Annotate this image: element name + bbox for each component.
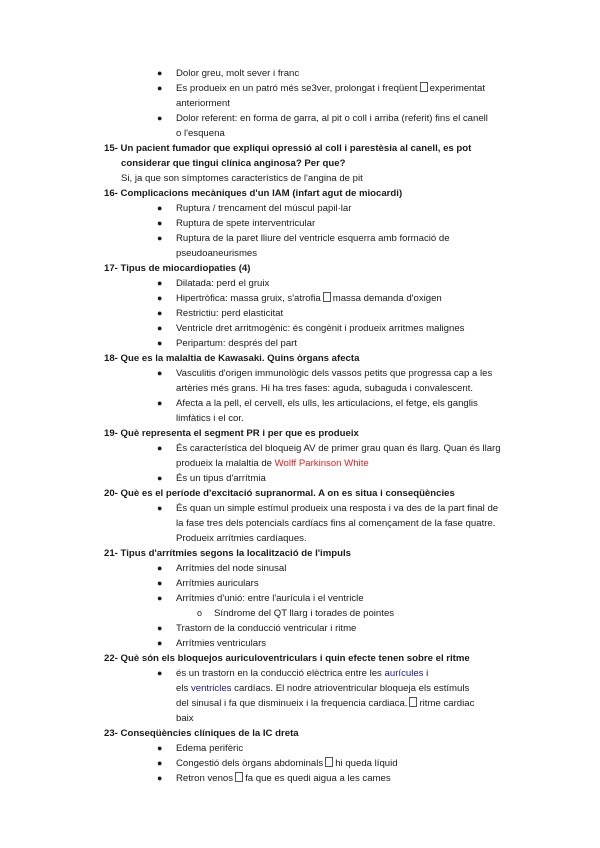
question-heading: 20- Què es el període d'excitació supranormal. A on es situa i conseqüències [104, 488, 455, 499]
bullet-line: ● Arrítmies auriculars [157, 578, 259, 589]
bullet-line: ● Ruptura de spete interventricular [157, 218, 316, 229]
bullet-continuation: limfàtics i el cor. [176, 413, 244, 424]
bullet-continuation: del sinusal i fa que disminueix i la frequencia cardiaca. ritme cardiac [176, 698, 475, 709]
question-heading: 15- Un pacient fumador que expliqui opressió al coll i parestèsia al canell, es pot [104, 143, 472, 154]
question-heading: 16- Complicacions mecàniques d'un IAM (infart agut de miocardi) [104, 188, 403, 199]
auricules-link[interactable]: aurícules [384, 668, 424, 679]
bullet-continuation: o l'esquena [176, 128, 225, 139]
bullet-icon: ● [157, 113, 163, 123]
bullet-line: ● És un tipus d'arrítmia [157, 473, 266, 484]
bullet-continuation: els ventricles cardíacs. El nodre atrioventricular bloqueja els estímuls [176, 683, 470, 694]
missing-glyph-icon [323, 292, 331, 302]
bullet-icon: ● [157, 83, 163, 93]
bullet-line: ● Restrictiu: perd elasticitat [157, 308, 284, 319]
bullet-icon: ● [157, 368, 163, 378]
question-heading: 18- Que es la malaltia de Kawasaki. Quins òrgans afecta [104, 353, 360, 364]
bullet-icon: ● [157, 278, 163, 288]
bullet-line: ● Arrítmies ventriculars [157, 638, 267, 649]
question-heading-cont: considerar que tingui clínica anginosa? Per que? [121, 158, 346, 169]
bullet-line: ● Ruptura / trencament del múscul papil·lar [157, 203, 352, 214]
bullet-icon: ● [157, 473, 163, 483]
bullet-icon: ● [157, 68, 163, 78]
bullet-icon: ● [157, 338, 163, 348]
ventricles-link[interactable]: ventricles [190, 683, 232, 694]
question-heading: 21- Tipus d'arrítmies segons la localització de l'impuls [104, 548, 351, 559]
bullet-line: ● Es produeix en un patró més se3ver, prolongat i freqüent experimentat [157, 83, 486, 94]
missing-glyph-icon [235, 772, 243, 782]
bullet-icon: ● [157, 638, 163, 648]
bullet-icon: ● [157, 398, 163, 408]
bullet-line: ● Hipertròfica: massa gruix, s'atrofia massa demanda d'oxigen [157, 293, 442, 304]
question-heading: 17- Tipus de miocardiopaties (4) [104, 263, 251, 274]
bullet-continuation: Produeix arrítmies cardíaques. [176, 533, 307, 544]
wpw-link[interactable]: Wolff Parkinson White [274, 458, 369, 469]
bullet-continuation: pseudoaneurismes [176, 248, 258, 259]
bullet-line: ● Peripartum: després del part [157, 338, 298, 349]
missing-glyph-icon [409, 697, 417, 707]
missing-glyph-icon [420, 82, 428, 92]
bullet-line: ● Congestió dels òrgans abdominals hi queda líquid [157, 758, 398, 769]
bullet-icon: ● [157, 323, 163, 333]
bullet-icon: ● [157, 563, 163, 573]
bullet-continuation: baix [176, 713, 194, 724]
bullet-line: ● Dolor greu, molt sever i franc [157, 68, 300, 79]
sub-bullet-line: o Síndrome del QT llarg i torades de pointes [197, 608, 395, 619]
bullet-line: ● És característica del bloqueig AV de primer grau quan és llarg. Quan és llarg [157, 443, 501, 454]
bullet-line: ● Ruptura de la paret lliure del ventricle esquerra amb formació de [157, 233, 450, 244]
bullet-line: ● Ventricle dret arritmogènic: és congènit i produeix arritmes malignes [157, 323, 465, 334]
bullet-line: ● Arrítmies d'unió: entre l'aurícula i el ventricle [157, 593, 364, 604]
bullet-line: ● Dilatada: perd el gruix [157, 278, 270, 289]
bullet-icon: ● [157, 593, 163, 603]
bullet-line: ● Dolor referent: en forma de garra, al pit o coll i arriba (referit) fins el canell [157, 113, 488, 124]
question-heading: 22- Què són els bloquejos auriculoventriculars i quin efecte tenen sobre el ritme [104, 653, 470, 664]
bullet-continuation: anteriorment [176, 98, 230, 109]
bullet-line: ● és un trastorn en la conducció elèctrica entre les aurícules i [157, 668, 429, 679]
bullet-continuation: artèries més grans. Hi ha tres fases: aguda, subaguda i convalescent. [176, 383, 474, 394]
bullet-icon: ● [157, 308, 163, 318]
bullet-continuation: produeix la malaltia de Wolff Parkinson White [176, 458, 369, 469]
bullet-icon: ● [157, 443, 163, 453]
document-page [0, 66, 600, 786]
bullet-icon: ● [157, 218, 163, 228]
question-heading: 23- Conseqüències clíniques de la IC dreta [104, 728, 299, 739]
bullet-icon: ● [157, 758, 163, 768]
bullet-icon: ● [157, 743, 163, 753]
bullet-icon: ● [157, 503, 163, 513]
answer-text: Si, ja que son símptomes característics de l'angina de pit [121, 173, 363, 184]
bullet-line: ● Vasculitis d'origen immunològic dels vassos petits que progressa cap a les [157, 368, 493, 379]
sub-bullet-icon: o [197, 608, 203, 618]
bullet-line: ● Retron venos fa que es quedi aigua a les cames [157, 773, 391, 784]
bullet-icon: ● [157, 233, 163, 243]
missing-glyph-icon [325, 757, 333, 767]
bullet-icon: ● [157, 623, 163, 633]
bullet-icon: ● [157, 578, 163, 588]
bullet-line: ● Afecta a la pell, el cervell, els ulls, les articulacions, el fetge, els ganglis [157, 398, 478, 409]
bullet-line: ● Trastorn de la conducció ventricular i ritme [157, 623, 357, 634]
bullet-line: ● Edema perifèric [157, 743, 244, 754]
bullet-line: ● Arrítmies del node sinusal [157, 563, 287, 574]
bullet-icon: ● [157, 203, 163, 213]
bullet-line: ● És quan un simple estímul produeix una resposta i va des de la part final de [157, 503, 499, 514]
bullet-icon: ● [157, 668, 163, 678]
question-heading: 19- Què representa el segment PR i per que es produeix [104, 428, 359, 439]
bullet-icon: ● [157, 293, 163, 303]
bullet-icon: ● [157, 773, 163, 783]
bullet-continuation: la fase tres dels potencials cardíacs fins al començament de la fase quatre. [176, 518, 496, 529]
